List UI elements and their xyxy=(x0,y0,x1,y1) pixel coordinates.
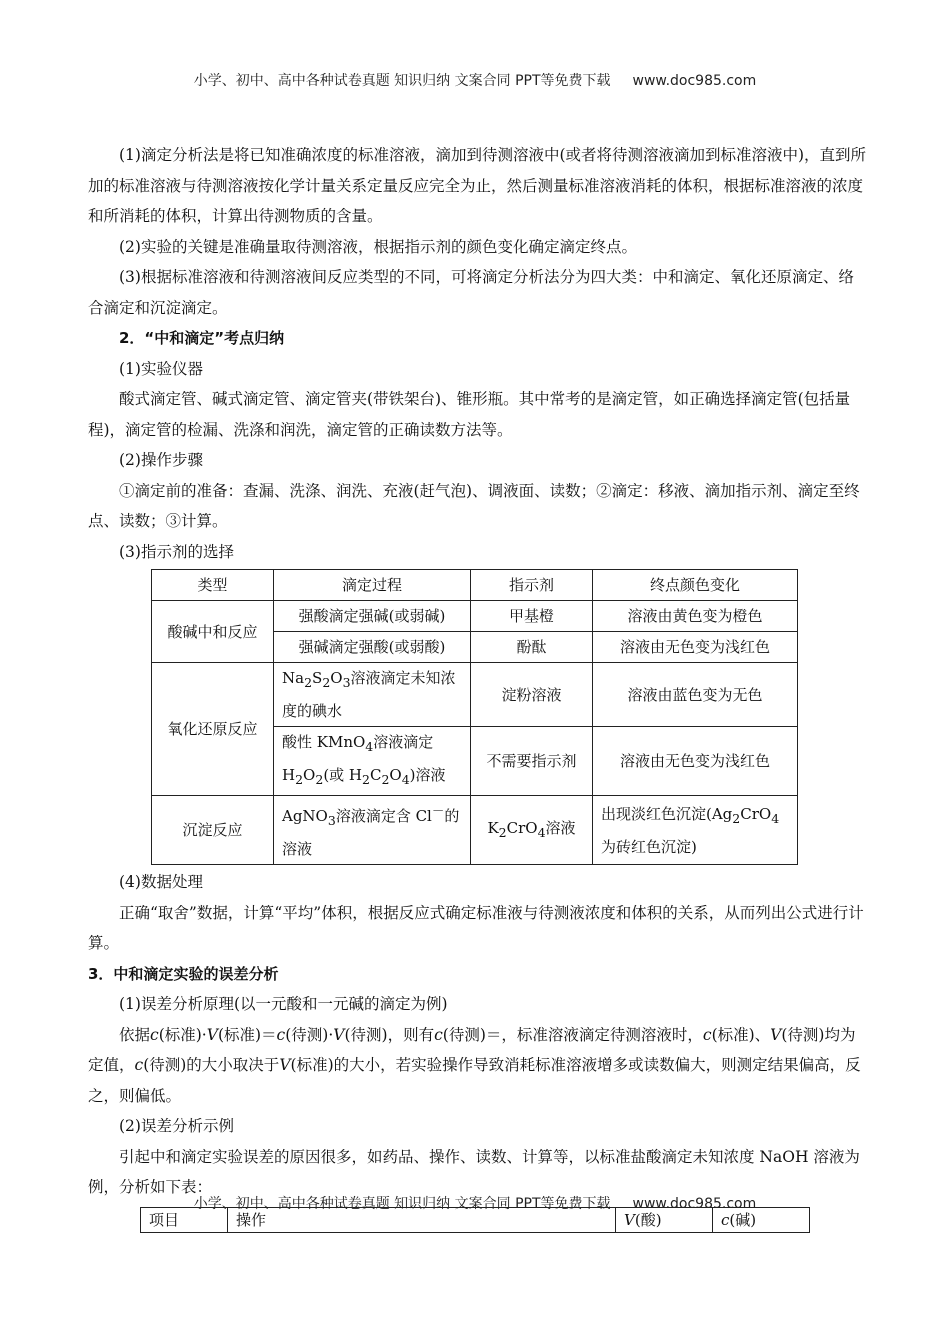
text-run: 为砖红色沉淀) xyxy=(601,837,697,856)
text-run: 溶液滴定未知浓度的碘水 xyxy=(282,669,456,720)
table-row xyxy=(152,663,798,727)
text-run: CrO xyxy=(740,804,772,823)
text-run: (待测)＝，标准溶液滴定待测溶液时， xyxy=(442,1025,703,1044)
steps-paragraph: ①滴定前的准备：查漏、洗涤、润洗、充液(赶气泡)、调液面、读数；②滴定：移液、滴加指示剂、滴定至终点、读数；③计算。 xyxy=(88,481,860,530)
subscript: 2 xyxy=(315,772,324,787)
indicator-cell: 酚酞 xyxy=(471,632,593,663)
section-2-title: 2．“中和滴定”考点归纳 xyxy=(119,329,285,347)
error-examples-paragraph: 引起中和滴定实验误差的原因很多，如药品、操作、读数、计算等，以标准盐酸滴定未知浓度 NaOH 溶液为例，分析如下表： xyxy=(88,1147,860,1196)
variable: c xyxy=(134,1056,144,1074)
variable: V xyxy=(279,1056,291,1074)
text-run: O xyxy=(389,766,402,784)
header-text: 小学、初中、高中各种试卷真题 知识归纳 文案合同 PPT等免费下载 xyxy=(193,73,611,89)
text-run: CrO xyxy=(506,818,538,837)
text-run: 溶液 xyxy=(545,818,576,837)
subheading-instruments: (1)实验仪器 xyxy=(119,359,203,378)
subscript: 2 xyxy=(381,772,390,787)
subheading-steps: (2)操作步骤 xyxy=(119,451,203,469)
type-cell: 酸碱中和反应 xyxy=(152,601,274,663)
text-run: 溶液滴定H xyxy=(282,733,434,784)
table-header-cell: 项目 xyxy=(141,1207,228,1232)
table-header-row xyxy=(152,570,798,601)
variable: c xyxy=(276,1025,286,1044)
text-run: C xyxy=(369,766,382,784)
text-run: (碱) xyxy=(729,1210,757,1229)
type-cell: 沉淀反应 xyxy=(152,796,274,865)
color-change-cell: 溶液由黄色变为橙色 xyxy=(593,601,798,632)
indicator-cell: 甲基橙 xyxy=(471,601,593,632)
text-run: 酸性 KMnO xyxy=(282,733,366,751)
subscript: 2 xyxy=(732,810,741,826)
subscript: 2 xyxy=(362,772,370,787)
table-header-cell: 类型 xyxy=(152,570,274,601)
text-run: (待测)均为定值， xyxy=(88,1025,856,1074)
subheading-indicator: (3)指示剂的选择 xyxy=(119,542,234,561)
text-run: O xyxy=(330,669,343,687)
subheading-data-processing: (4)数据处理 xyxy=(119,873,203,891)
subscript: 3 xyxy=(342,675,351,690)
intro-paragraph-3: (3)根据标准溶液和待测溶液间反应类型的不同，可将滴定分析法分为四大类：中和滴定、氧化还原滴定、络合滴定和沉淀滴定。 xyxy=(88,268,854,317)
text-run: K xyxy=(487,818,499,837)
type-cell: 氧化还原反应 xyxy=(152,663,274,796)
table-row xyxy=(152,601,798,632)
text-run: O xyxy=(303,766,316,784)
section-3-title: 3．中和滴定实验的误差分析 xyxy=(88,964,279,983)
subscript: 2 xyxy=(322,675,331,690)
data-processing-paragraph: 正确“取舍”数据，计算“平均”体积，根据反应式确定标准液与待测液浓度和体积的关系，从而列出公式进行计算。 xyxy=(88,903,864,952)
text-run: (标准)＝ xyxy=(217,1025,277,1044)
variable: V xyxy=(770,1025,782,1044)
color-change-cell: 溶液由蓝色变为无色 xyxy=(593,663,798,727)
variable: c xyxy=(434,1025,443,1044)
color-change-cell: 溶液由无色变为浅红色 xyxy=(593,727,798,796)
header-url[interactable]: www.doc985.com xyxy=(632,73,757,89)
table-header-cell: 滴定过程 xyxy=(274,570,471,601)
subscript: 4 xyxy=(537,824,546,840)
subscript: 4 xyxy=(771,810,780,826)
variable: c xyxy=(721,1210,730,1229)
text-run: AgNO xyxy=(282,807,328,825)
footer-text: 小学、初中、高中各种试卷真题 知识归纳 文案合同 PPT等免费下载 xyxy=(193,1196,611,1212)
text-run: (标准)· xyxy=(158,1025,207,1044)
error-principle-paragraph xyxy=(88,1020,868,1112)
text-run: )溶液 xyxy=(409,766,446,784)
subscript: 2 xyxy=(295,772,304,787)
text-run: (待测)· xyxy=(285,1025,334,1044)
instruments-paragraph: 酸式滴定管、碱式滴定管、滴定管夹(带铁架台)、锥形瓶。其中常考的是滴定管，如正确选择滴定管(包括量程)，滴定管的检漏、洗涤和润洗，滴定管的正确读数方法等。 xyxy=(88,390,851,439)
variable: c xyxy=(702,1025,712,1044)
text-run: S xyxy=(312,669,323,687)
indicator-cell: 淀粉溶液 xyxy=(471,663,593,727)
text-run: 出现淡红色沉淀(Ag xyxy=(601,804,733,823)
table-header-cell: 操作 xyxy=(228,1207,616,1232)
superscript: － xyxy=(431,803,445,818)
variable: V xyxy=(333,1025,345,1044)
process-cell: 强碱滴定强酸(或弱酸) xyxy=(274,632,471,663)
text-run: (酸) xyxy=(634,1210,662,1229)
indicator-cell: 不需要指示剂 xyxy=(471,727,593,796)
indicator-table xyxy=(151,569,798,865)
page-footer xyxy=(0,1193,950,1213)
subscript: 2 xyxy=(498,824,507,840)
process-cell xyxy=(274,663,471,727)
text-run: (待测)的大小取决于 xyxy=(143,1056,280,1074)
text-run: (标准)、 xyxy=(711,1025,771,1044)
text-run: Na xyxy=(282,669,305,687)
color-change-cell xyxy=(593,796,798,865)
variable: V xyxy=(206,1025,218,1044)
page-header xyxy=(0,70,950,90)
table-header-cell: 终点颜色变化 xyxy=(593,570,798,601)
text-run: (标准)的大小，若实验操作导致消耗标准溶液增多或读数偏大，则测定结果偏高，反之，则偏低。 xyxy=(88,1056,861,1105)
subheading-error-examples: (2)误差分析示例 xyxy=(119,1117,234,1135)
process-cell xyxy=(274,796,471,865)
text-run: 依据 xyxy=(119,1025,151,1044)
process-cell: 强酸滴定强碱(或弱碱) xyxy=(274,601,471,632)
intro-paragraph-2: (2)实验的关键是准确量取待测溶液，根据指示剂的颜色变化确定滴定终点。 xyxy=(119,237,637,256)
subheading-error-principle: (1)误差分析原理(以一元酸和一元碱的滴定为例) xyxy=(119,995,448,1013)
variable: V xyxy=(624,1210,635,1229)
variable: c xyxy=(150,1025,159,1044)
table-header-cell: 指示剂 xyxy=(471,570,593,601)
document-body xyxy=(88,140,868,1233)
subscript: 2 xyxy=(304,675,313,690)
process-cell xyxy=(274,727,471,796)
text-run: (或 H xyxy=(323,766,363,784)
table-row xyxy=(152,796,798,865)
text-run: (待测)，则有 xyxy=(344,1025,435,1044)
text-run: 溶液滴定含 Cl xyxy=(335,807,432,825)
subscript: 4 xyxy=(401,772,410,787)
subscript: 3 xyxy=(327,813,336,828)
color-change-cell: 溶液由无色变为浅红色 xyxy=(593,632,798,663)
intro-paragraph-1: (1)滴定分析法是将已知准确浓度的标准溶液，滴加到待测溶液中(或者将待测溶液滴加到标准溶液中)，直到所加的标准溶液与待测溶液按化学计量关系定量反应完全为止，然后测量标准溶液消耗的体积，根据标准溶液的浓度和所消耗的体积，计算出待测物质的含量。 xyxy=(88,146,867,225)
footer-url[interactable]: www.doc985.com xyxy=(632,1196,757,1212)
text-run: 的溶液 xyxy=(282,807,460,858)
indicator-cell xyxy=(471,796,593,865)
subscript: 4 xyxy=(365,739,374,754)
